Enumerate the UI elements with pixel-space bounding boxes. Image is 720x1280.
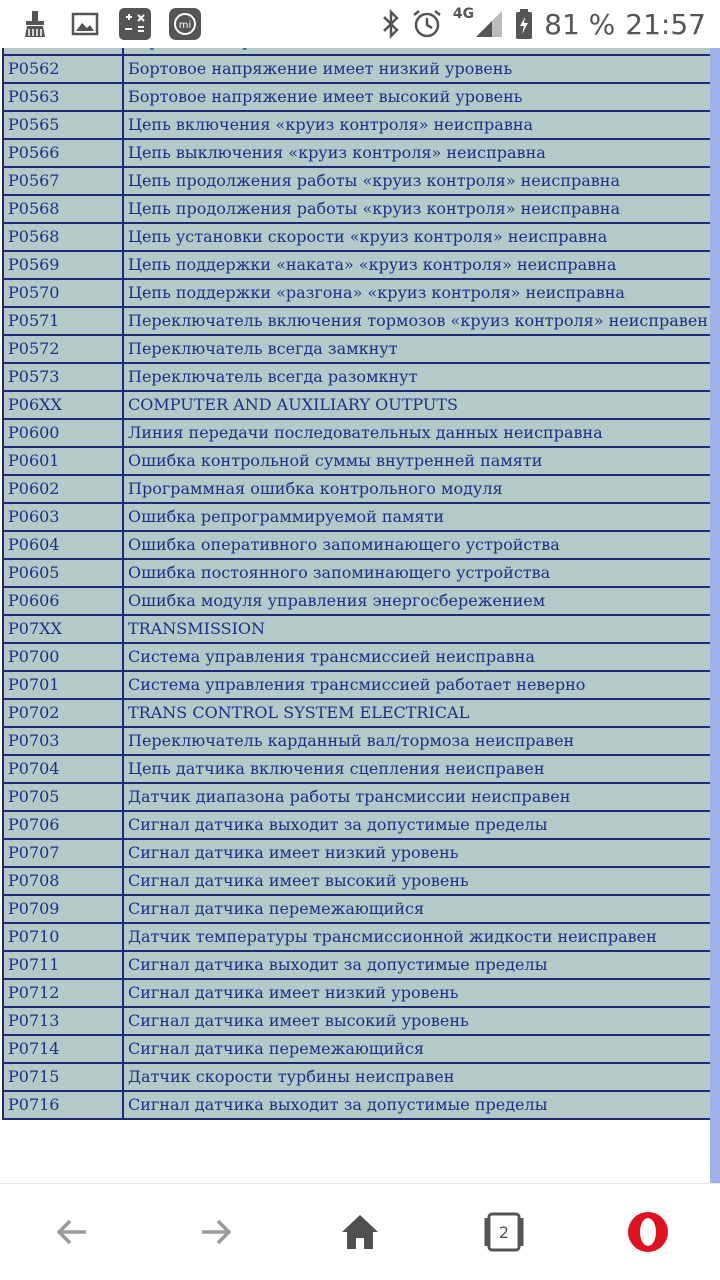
- battery-icon: [514, 8, 534, 40]
- table-row: [3, 783, 711, 811]
- code-cell: P0700: [3, 643, 123, 671]
- description-cell: TRANSMISSION: [123, 615, 711, 643]
- back-button[interactable]: [32, 1192, 112, 1272]
- description-cell: Система управления трансмиссией работает неверно: [123, 671, 711, 699]
- description-cell: Сигнал датчика перемежающийся: [123, 895, 711, 923]
- code-cell: P0568: [3, 195, 123, 223]
- table-row: [3, 699, 711, 727]
- battery-percent: 81 %: [544, 7, 616, 41]
- code-cell: P0713: [3, 1007, 123, 1035]
- table-row: [3, 1091, 711, 1119]
- description-cell: Сигнал датчика имеет высокий уровень: [123, 1007, 711, 1035]
- code-cell: P0566: [3, 139, 123, 167]
- code-cell: P0704: [3, 755, 123, 783]
- description-cell: Система управления трансмиссией неисправна: [123, 643, 711, 671]
- table-row: [3, 1007, 711, 1035]
- description-cell: Ошибка оперативного запоминающего устройства: [123, 531, 711, 559]
- back-arrow-icon: [52, 1212, 92, 1252]
- code-cell: P0606: [3, 587, 123, 615]
- code-cell: P0710: [3, 923, 123, 951]
- description-cell: TRANS CONTROL SYSTEM ELECTRICAL: [123, 699, 711, 727]
- description-cell: Сигнал датчика выходит за допустимые пределы: [123, 951, 711, 979]
- tabs-count: 2: [498, 1223, 510, 1242]
- table-row: [3, 223, 711, 251]
- description-cell: Программная ошибка контрольного модуля: [123, 475, 711, 503]
- mi-icon: [168, 7, 202, 41]
- table-row: [3, 727, 711, 755]
- tabs-button[interactable]: [464, 1192, 544, 1272]
- table-row: [3, 307, 711, 335]
- description-cell: Цепь включения «круиз контроля» неисправна: [123, 111, 711, 139]
- description-cell: Цепь поддержки «наката» «круиз контроля» неисправна: [123, 251, 711, 279]
- forward-button[interactable]: [176, 1192, 256, 1272]
- code-cell: P0571: [3, 307, 123, 335]
- table-row: [3, 531, 711, 559]
- code-cell: P0711: [3, 951, 123, 979]
- network-type: 4G: [452, 6, 475, 22]
- code-cell: P0708: [3, 867, 123, 895]
- table-row: [3, 1063, 711, 1091]
- description-cell: Цепь датчика включения сцепления неисправен: [123, 755, 711, 783]
- code-cell: P0603: [3, 503, 123, 531]
- description-cell: Цепь выключения «круиз контроля» неисправна: [123, 139, 711, 167]
- description-cell: Ошибка постоянного запоминающего устройства: [123, 559, 711, 587]
- table-row: [3, 559, 711, 587]
- table-row: [3, 55, 711, 83]
- code-cell: P0565: [3, 111, 123, 139]
- code-cell: P0572: [3, 335, 123, 363]
- table-row: [3, 755, 711, 783]
- table-row: [3, 643, 711, 671]
- table-row: [3, 447, 711, 475]
- bluetooth-icon: [381, 9, 401, 39]
- home-button[interactable]: [320, 1192, 400, 1272]
- code-cell: P0705: [3, 783, 123, 811]
- table-row: [3, 419, 711, 447]
- description-cell: Цепь продолжения работы «круиз контроля» неисправна: [123, 195, 711, 223]
- code-cell: P0602: [3, 475, 123, 503]
- description-cell: Датчик температуры трансмиссионной жидкости неисправен: [123, 923, 711, 951]
- description-cell: Цепь поддержки «разгона» «круиз контроля» неисправна: [123, 279, 711, 307]
- code-cell: P0562: [3, 55, 123, 83]
- code-cell: P0707: [3, 839, 123, 867]
- description-cell: COMPUTER AND AUXILIARY OUTPUTS: [123, 391, 711, 419]
- code-cell: P0567: [3, 167, 123, 195]
- code-cell: P07XX: [3, 615, 123, 643]
- description-cell: Переключатель всегда разомкнут: [123, 363, 711, 391]
- code-cell: P0601: [3, 447, 123, 475]
- code-cell: P0570: [3, 279, 123, 307]
- table-row: [3, 111, 711, 139]
- description-cell: Ошибка репрограммируемой памяти: [123, 503, 711, 531]
- table-row: [3, 923, 711, 951]
- table-row: [3, 587, 711, 615]
- code-cell: P0605: [3, 559, 123, 587]
- table-row: [3, 279, 711, 307]
- code-cell: P0709: [3, 895, 123, 923]
- description-cell: Линия передачи последовательных данных неисправна: [123, 419, 711, 447]
- code-cell: P0701: [3, 671, 123, 699]
- table-row: [3, 671, 711, 699]
- table-row: [3, 391, 711, 419]
- description-cell: Сигнал датчика перемежающийся: [123, 1035, 711, 1063]
- code-cell: P06XX: [3, 391, 123, 419]
- svg-text:mi: mi: [178, 20, 192, 31]
- table-row: [3, 811, 711, 839]
- description-cell: Датчик диапазона работы трансмиссии неисправен: [123, 783, 711, 811]
- code-cell: P0702: [3, 699, 123, 727]
- opera-menu-button[interactable]: [608, 1192, 688, 1272]
- code-cell: P0706: [3, 811, 123, 839]
- table-row: [3, 867, 711, 895]
- table-row: [3, 195, 711, 223]
- table-row: [3, 83, 711, 111]
- code-cell: P0715: [3, 1063, 123, 1091]
- code-cell: P0563: [3, 83, 123, 111]
- code-cell: P0712: [3, 979, 123, 1007]
- code-cell: P0569: [3, 251, 123, 279]
- calculator-icon: [118, 7, 152, 41]
- clock: 21:57: [625, 7, 706, 41]
- code-cell: P0714: [3, 1035, 123, 1063]
- table-row: [3, 139, 711, 167]
- table-row: [3, 335, 711, 363]
- table-row: [3, 839, 711, 867]
- table-row: [3, 251, 711, 279]
- brush-icon: [18, 7, 52, 41]
- table-row: [3, 951, 711, 979]
- error-codes-table: [2, 26, 712, 1120]
- description-cell: Ошибка контрольной суммы внутренней памяти: [123, 447, 711, 475]
- table-row: [3, 1035, 711, 1063]
- home-icon: [339, 1212, 381, 1252]
- description-cell: Переключатель карданный вал/тормоза неисправен: [123, 727, 711, 755]
- alarm-icon: [411, 8, 443, 40]
- opera-menu-icon: [626, 1210, 670, 1254]
- table-row: [3, 615, 711, 643]
- description-cell: Сигнал датчика имеет низкий уровень: [123, 839, 711, 867]
- description-cell: Сигнал датчика выходит за допустимые пределы: [123, 1091, 711, 1119]
- description-cell: Цепь установки скорости «круиз контроля» неисправна: [123, 223, 711, 251]
- table-row: [3, 979, 711, 1007]
- description-cell: Бортовое напряжение имеет высокий уровень: [123, 83, 711, 111]
- description-cell: Датчик скорости турбины неисправен: [123, 1063, 711, 1091]
- code-cell: P0703: [3, 727, 123, 755]
- description-cell: Ошибка модуля управления энергосбережением: [123, 587, 711, 615]
- code-cell: P0716: [3, 1091, 123, 1119]
- table-row: [3, 363, 711, 391]
- code-cell: P0573: [3, 363, 123, 391]
- code-cell: P0604: [3, 531, 123, 559]
- table-row: [3, 503, 711, 531]
- tabs-icon: [480, 1210, 528, 1254]
- description-cell: Сигнал датчика имеет низкий уровень: [123, 979, 711, 1007]
- description-cell: Переключатель всегда замкнут: [123, 335, 711, 363]
- image-icon: [68, 7, 102, 41]
- forward-arrow-icon: [196, 1212, 236, 1252]
- web-page[interactable]: [0, 48, 720, 1184]
- table-row: [3, 167, 711, 195]
- status-bar: [0, 0, 720, 48]
- description-cell: Цепь продолжения работы «круиз контроля» неисправна: [123, 167, 711, 195]
- code-cell: P0600: [3, 419, 123, 447]
- page-scroll-edge: [710, 48, 720, 1184]
- code-cell: P0568: [3, 223, 123, 251]
- browser-bottom-bar: [0, 1184, 720, 1280]
- table-row: [3, 895, 711, 923]
- description-cell: Сигнал датчика имеет высокий уровень: [123, 867, 711, 895]
- signal-icon: [474, 9, 504, 39]
- description-cell: Сигнал датчика выходит за допустимые пределы: [123, 811, 711, 839]
- description-cell: Переключатель включения тормозов «круиз контроля» неисправен: [123, 307, 711, 335]
- description-cell: Бортовое напряжение имеет низкий уровень: [123, 55, 711, 83]
- table-row: [3, 475, 711, 503]
